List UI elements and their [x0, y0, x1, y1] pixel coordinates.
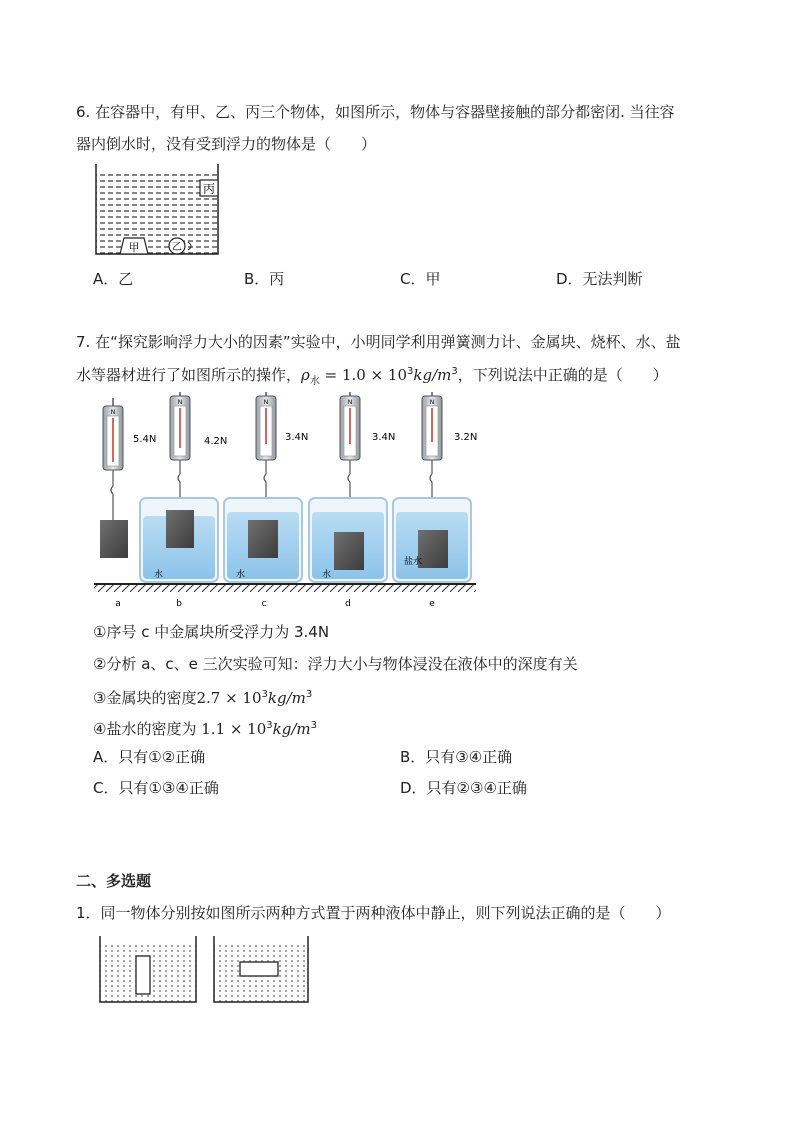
q7-stem-line2-pre: 水等器材进行了如图所示的操作，: [76, 366, 302, 384]
rho-symbol: ρ: [301, 366, 310, 384]
object-vertical: [136, 956, 150, 994]
q6-option-d[interactable]: D．无法判断: [556, 270, 643, 288]
section2-q1-figure: [98, 934, 312, 1006]
q7-stem-line2-post: ，下列说法中正确的是（ ）: [457, 366, 668, 384]
rho-value: = 1.0 × 10: [319, 366, 407, 384]
q7-statement-1: ①序号 c 中金属块所受浮力为 3.4N: [93, 623, 330, 641]
dial-unit-b: N: [177, 399, 183, 406]
reading-a: 5.4N: [133, 434, 157, 445]
q6-option-c[interactable]: C．甲: [400, 270, 441, 288]
reading-d: 3.4N: [372, 432, 396, 443]
section-heading: 二、多选题: [76, 872, 152, 890]
spring-scale-e: [422, 392, 442, 482]
q7-statement-4: ④盐水的密度为 $1.1 \times 10^3kg/m^3$: [93, 720, 317, 738]
q6-option-b[interactable]: B．丙: [244, 270, 285, 288]
q6-stem-line1: 6. 在容器中，有甲、乙、丙三个物体，如图所示，物体与容器壁接触的部分都密闭. 当往容: [76, 103, 675, 121]
container-right: [214, 936, 308, 1002]
metal-block-e: [418, 530, 448, 568]
liquid-label-c: 水: [236, 570, 246, 580]
step-label-e: e: [429, 599, 435, 609]
q7-option-a[interactable]: A．只有①②正确: [93, 748, 206, 766]
dial-unit-c: N: [263, 399, 269, 406]
reading-c: 3.4N: [285, 432, 309, 443]
rho-unit-exponent: 3: [451, 366, 458, 377]
step-label-a: a: [115, 599, 121, 609]
metal-block-c: [248, 520, 278, 558]
spring-scale-a: [103, 398, 123, 494]
liquid-label-d: 水: [322, 570, 332, 580]
rho-subscript: 水: [309, 376, 320, 387]
metal-block-b: [166, 510, 194, 548]
metal-block-d: [334, 532, 364, 570]
label-bing: 丙: [202, 182, 216, 196]
q6-container-figure: [92, 160, 222, 260]
rho-exponent: 3: [407, 366, 414, 377]
ground-hatch: [94, 585, 476, 592]
section2-q1-stem: 1．同一物体分别按如图所示两种方式置于两种液体中静止，则下列说法正确的是（ ）: [76, 904, 671, 922]
spring-scale-c: [256, 392, 276, 482]
object-horizontal: [240, 962, 278, 976]
q7-experiment-figure: [90, 392, 480, 614]
container-left: [100, 936, 196, 1002]
q7-option-d[interactable]: D．只有②③④正确: [400, 779, 527, 797]
dial-unit-e: N: [429, 399, 435, 406]
reading-e: 3.2N: [454, 432, 478, 443]
q6-stem-line2: 器内倒水时，没有受到浮力的物体是（ ）: [76, 135, 377, 153]
q6-option-a[interactable]: A．乙: [93, 270, 134, 288]
liquid-label-b: 水: [154, 570, 164, 580]
step-label-c: c: [261, 599, 267, 609]
dial-unit-a: N: [110, 409, 116, 416]
spring-scale-d: [340, 392, 360, 482]
q7-stem-line1: 7. 在“探究影响浮力大小的因素”实验中，小明同学利用弹簧测力计、金属块、烧杯、水、盐: [76, 333, 681, 351]
q7-option-b[interactable]: B．只有③④正确: [400, 748, 513, 766]
liquid-label-e: 盐水: [404, 557, 423, 567]
reading-b: 4.2N: [204, 436, 228, 447]
q7-stem-line2: [76, 362, 668, 392]
q7-option-c[interactable]: C．只有①③④正确: [93, 779, 219, 797]
q7-statement-2: ②分析 a、c、e 三次实验可知：浮力大小与物体浸没在液体中的深度有关: [93, 655, 578, 673]
dial-unit-d: N: [347, 399, 353, 406]
label-jia: 甲: [128, 241, 140, 254]
step-label-d: d: [345, 599, 351, 609]
metal-block-a: [100, 520, 128, 558]
label-yi: 乙: [172, 242, 182, 253]
rho-unit: kg/m: [413, 366, 452, 384]
q7-statement-3: ③金属块的密度$2.7 \times 10^3kg/m^3$: [93, 689, 313, 707]
spring-scale-b: [170, 392, 190, 482]
step-label-b: b: [176, 599, 182, 609]
